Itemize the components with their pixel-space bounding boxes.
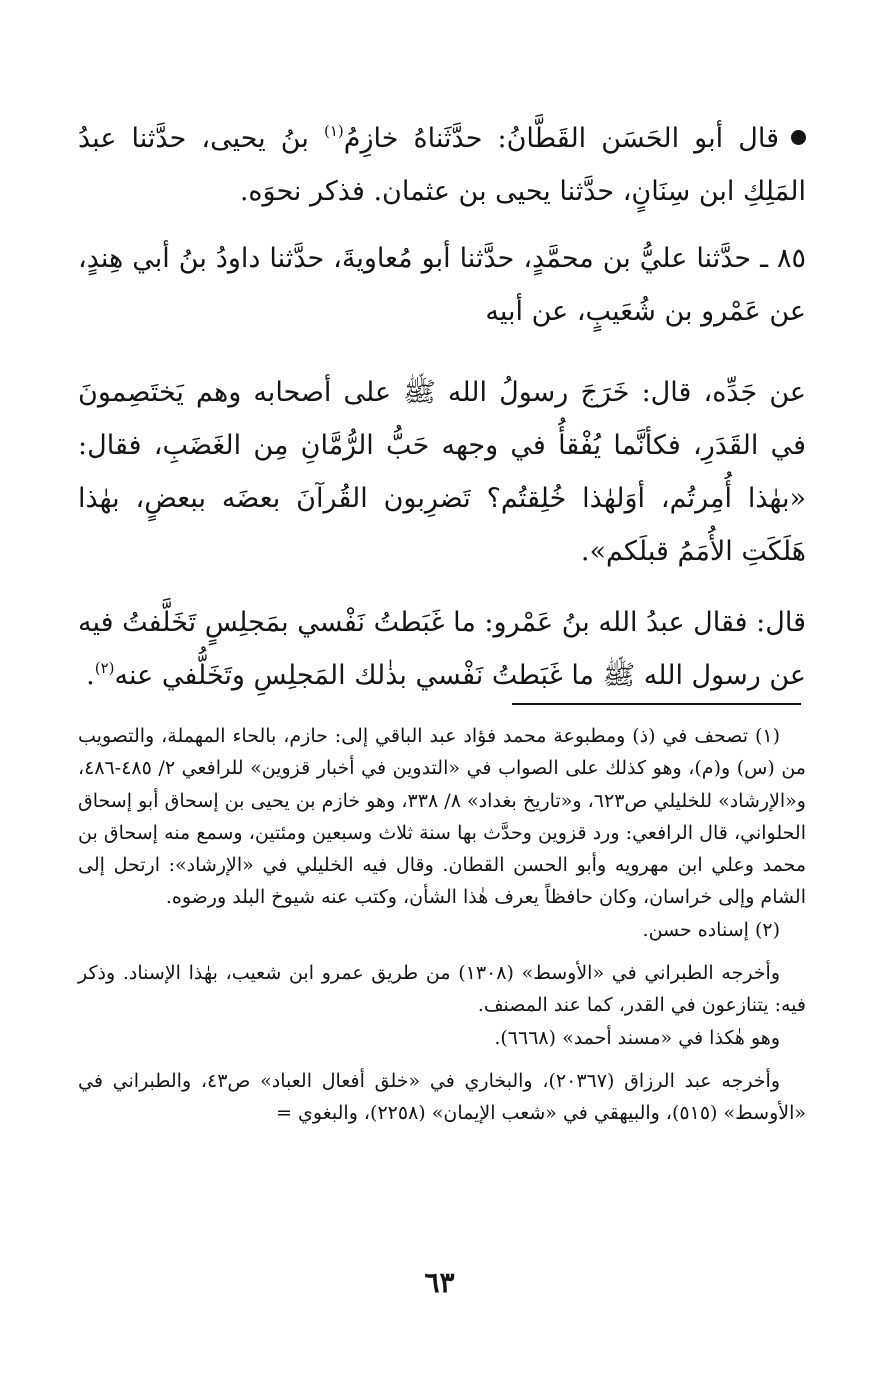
- paragraph-hadith-85-isnad: ٨٥ ـ حدَّثنا عليُّ بن محمَّدٍ، حدَّثنا أبو مُعاويةَ، حدَّثنا داودُ بنُ أبي هِندٍ، عن عَمْرو بن شُعَيبٍ، عن أبيه: [78, 243, 806, 327]
- footnote-1: (١) تصحف في (ذ) ومطبوعة محمد فؤاد عبد الباقي إلى: حازم، بالحاء المهملة، والتصويب من (س) و(م)، وهو كذلك على الصواب في «التدوين في أخبار قزوين» للرافعي ٢/ ٤٨٥-٤٨٦، و«الإرشاد» للخليلي ص٦٢٣، و«تاريخ بغداد» ٨/ ٣٣٨، وهو خازم بن يحيى بن إسحاق أبو إسحاق الحلواني، قال الرافعي: ورد قزوين وحدَّث بها سنة ثلاث وسبعين ومئتين، وسمع منه إسحاق بن محمد وعلي ابن مهرويه وأبو الحسن القطان. وقال فيه الخليلي في «الإرشاد»: ارتحل إلى الشام وإلى خراسان، وكان حافظاً يعرف هٰذا الشأن، وكتب عنه شيوخ البلد ورضوه.: [78, 725, 806, 909]
- footnote-2: (٢) إسناده حسن.: [642, 918, 780, 941]
- paragraph-abdullah-statement: [78, 596, 806, 702]
- footnote-takhrij-1: وأخرجه الطبراني في «الأوسط» (١٣٠٨) من طريق عمرو ابن شعيب، بهٰذا الإسناد. وذكر فيه: يتنازعون في القدر، كما عند المصنف.: [78, 962, 806, 1017]
- paragraph-1-text: قال أبو الحَسَن القَطَّانُ: حدَّثَناهُ خازِمُ: [343, 123, 779, 154]
- hadith-body: [78, 112, 806, 702]
- paragraph-4-text: قال: فقال عبدُ الله بنُ عَمْرو: ما غَبَطتُ نَفْسي بمَجلِسٍ تَخَلَّفتُ فيه عن رسول الله ﷺ ما غَبَطتُ نَفْسي بذٰلك المَجلِسِ وتَخَلُّفي عنه: [78, 607, 806, 691]
- footnote-takhrij-3: وأخرجه عبد الرزاق (٢٠٣٦٧)، والبخاري في «خلق أفعال العباد» ص٤٣، والطبراني في «الأوسط» (٥١٥)، والبيهقي في «شعب الإيمان» (٢٢٥٨)، والبغوي =: [78, 1069, 806, 1125]
- page-number: ٦٣: [424, 1266, 455, 1299]
- paragraph-4-end: .: [86, 660, 95, 691]
- paragraph-isnad-note: [78, 112, 806, 218]
- paragraph-1-rest: بنُ يحيى، حدَّثنا عبدُ المَلِكِ ابن سِنَانٍ، حدَّثنا يحيى بن عثمان. فذكر نحوَه.: [78, 123, 806, 207]
- footnote-takhrij-2: وهو هٰكذا في «مسند أحمد» (٦٦٦٨).: [494, 1026, 780, 1049]
- main-text: [78, 112, 806, 702]
- footnote-ref-2[interactable]: (٢): [94, 659, 115, 677]
- bullet-icon: [791, 130, 806, 145]
- footnote-ref-1[interactable]: (١): [323, 122, 344, 140]
- footnotes: [78, 720, 806, 1130]
- footnote-divider: [512, 703, 801, 705]
- paragraph-hadith-85-matn: عن جَدِّه، قال: خَرَجَ رسولُ الله ﷺ على أصحابه وهم يَختَصِمونَ في القَدَرِ، فكأنَّما يُفْقأُ في وجهه حَبُّ الرُّمَّانِ مِن الغَضَبِ، فقال: «بهٰذا أُمِرتُم، أوَلهٰذا خُلِقتُم؟ تَضرِبون القُرآنَ بعضَه ببعضٍ، بهٰذا هَلَكَتِ الأُمَمُ قبلَكم».: [78, 377, 806, 567]
